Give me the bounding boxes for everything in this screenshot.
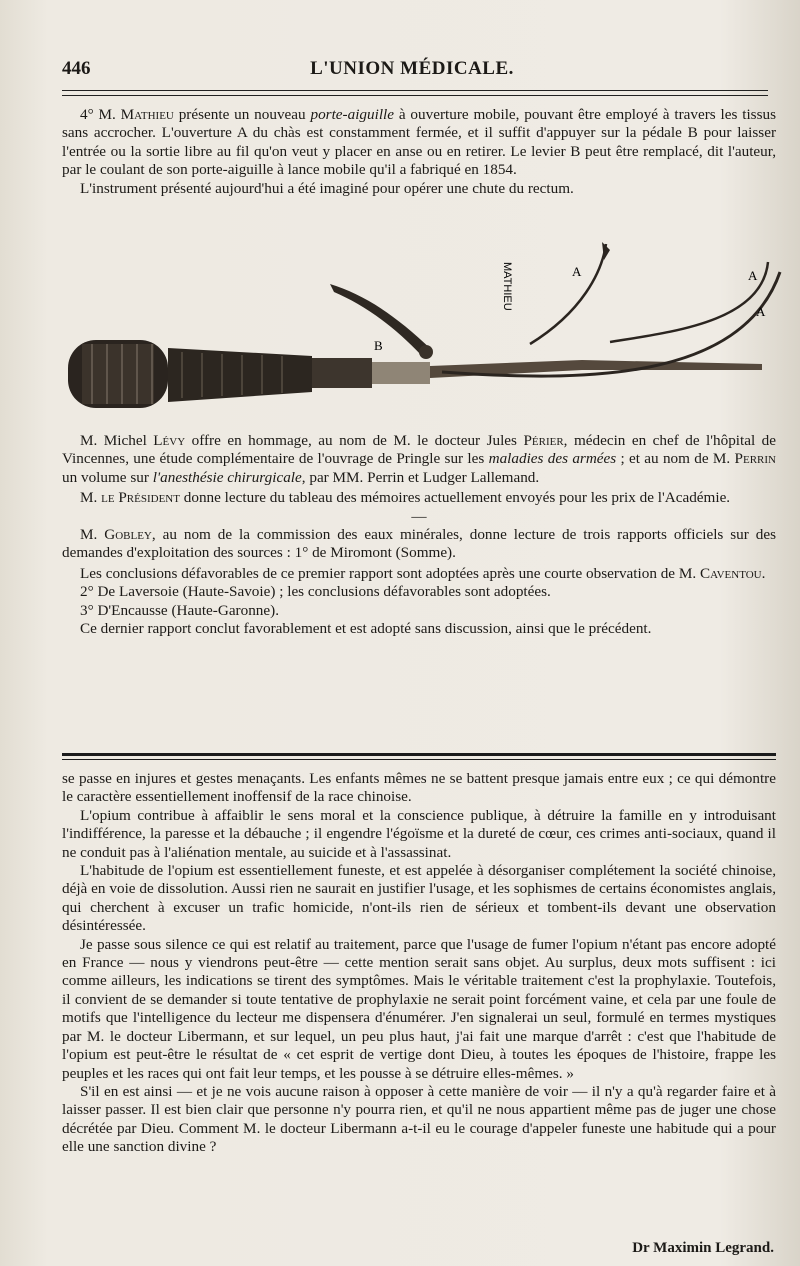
section-separator — [62, 753, 776, 756]
section-dash: — — [411, 507, 427, 525]
instrument-illustration — [62, 232, 786, 432]
paragraph: 3° D'Encausse (Haute-Garonne). — [80, 601, 279, 619]
needle-holder-drawing — [62, 232, 786, 432]
paragraph: Les conclusions défavorables de ce premier rapport sont adoptées après une courte observation de M. Caventou. — [80, 564, 766, 582]
paragraph: se passe en injures et gestes menaçants. Les enfants mêmes ne se battent presque jamais entre eux ; ce qui démontre le caractère essentiellement inoffensif de la race chinoise. — [62, 770, 776, 806]
academy-proceedings — [62, 432, 776, 638]
paragraph: M. le Président donne lecture du tableau des mémoires actuellement envoyés pour les prix de l'Académie. — [80, 489, 731, 507]
paragraph: 2° De Laversoie (Haute-Savoie) ; les conclusions défavorables sont adoptées. — [80, 583, 551, 601]
opium-article — [62, 770, 776, 1157]
label-a: A — [756, 304, 766, 319]
paragraph: M. Michel Lévy offre en hommage, au nom de M. le docteur Jules Périer, médecin en chef de l'hôpital de Vincennes, une étude complémentaire de l'ouvrage de Pringle sur les maladies des armées ; et au nom de M. Perrin un volume sur l'anesthésie chirurgicale, par MM. Perrin et Ludger Lallemand. — [62, 432, 777, 486]
header-rule — [62, 90, 768, 91]
paragraph: L'instrument présenté aujourd'hui a été imaginé pour opérer une chute du rectum. — [80, 179, 574, 197]
label-b: B — [374, 338, 383, 353]
page-number: 446 — [62, 58, 91, 79]
label-a: A — [748, 268, 758, 283]
paragraph: Ce dernier rapport conclut favorablement et est adopté sans discussion, ainsi que le précédent. — [80, 620, 652, 638]
label-a: A — [572, 264, 582, 279]
instrument-description — [62, 106, 776, 198]
section-separator-thin — [62, 759, 776, 760]
maker-mark: MATHIEU — [501, 262, 513, 311]
paragraph: S'il en est ainsi — et je ne vois aucune raison à opposer à cette manière de voir — il n'y a qu'à regarder faire et à laisser passer. Il est bien clair que personne n'y pourra rien, et qu'il ne nous appartient même pas de juger une chose décrétée par Dieu. Comment M. le docteur Libermann a-t-il eu le courage d'appeler funeste une habitude qui a pour elle une sanction divine ? — [62, 1082, 776, 1156]
paragraph: L'habitude de l'opium est essentiellement funeste, et est appelée à désorganiser complétement la société chinoise, déjà en voie de dissolution. Aussi rien ne saurait en justifier l'usage, et les sophismes de certains économistes anglais, qui cherchent à excuser un trafic homicide, n'ont-ils rien de sérieux et tombent-ils devant une observation désintéressée. — [62, 862, 776, 935]
header-rule-thin — [62, 95, 768, 96]
paragraph: 4° M. Mathieu présente un nouveau porte-aiguille à ouverture mobile, pouvant être employé à travers les tissus sans accrocher. L'ouverture A du chàs est constamment fermée, et il suffit d'appuyer sur la pédale B pour laisser l'entrée ou la sortie libre au fil qu'on veut y placer en anse ou en retirer. Le levier B peut être remplacé, dit l'auteur, par le coulant de son porte-aiguille à lance mobile qu'il a fabriqué en 1854. — [62, 106, 777, 179]
page-header — [62, 58, 762, 88]
paragraph: M. Gobley, au nom de la commission des eaux minérales, donne lecture de trois rapports officiels sur des demandes d'exploitation des sources : 1° de Miromont (Somme). — [62, 526, 776, 562]
running-title: L'UNION MÉDICALE. — [310, 58, 514, 79]
paragraph: Je passe sous silence ce qui est relatif au traitement, parce que l'usage de fumer l'opium n'étant pas encore adopté en France — nous y viendrons peut-être — cette mention serait sans objet. Au surplus, deux mots suffisent : ici comme ailleurs, les indications se tirent des symptômes. Mais le véritable traitement c'est la prophylaxie. Toutefois, il convient de se demander si toute tentative de prophylaxie ne serait point forcément vaine, et cela par une foule de motifs que l'intelligence du lecteur me dispensera d'énumérer. J'en signalerai un seul, formulé en termes mystiques par M. le docteur Libermann, et sur lequel, un peu plus haut, j'ai fait une marque d'arrêt : c'est que l'habitude de l'opium est peut-être le résultat de « cet esprit de vertige dont Dieu, à toutes les époques de l'histoire, frappe les peuples et les races qui ont fait leur temps, et les pousse à se détruire elles-mêmes. » — [62, 935, 776, 1082]
author-name: Mathieu — [120, 106, 174, 123]
paragraph: L'opium contribue à affaiblir le sens moral et la conscience publique, à détruire la famille en y introduisant l'indifférence, la paresse et la débauche ; il engendre l'égoïsme et la dureté de cœur, ces crimes anti-sociaux, quand il ne conduit pas à l'aliénation mentale, au suicide et à l'assassinat. — [62, 806, 776, 861]
author-signature: Dr Maximin Legrand. — [632, 1240, 774, 1256]
